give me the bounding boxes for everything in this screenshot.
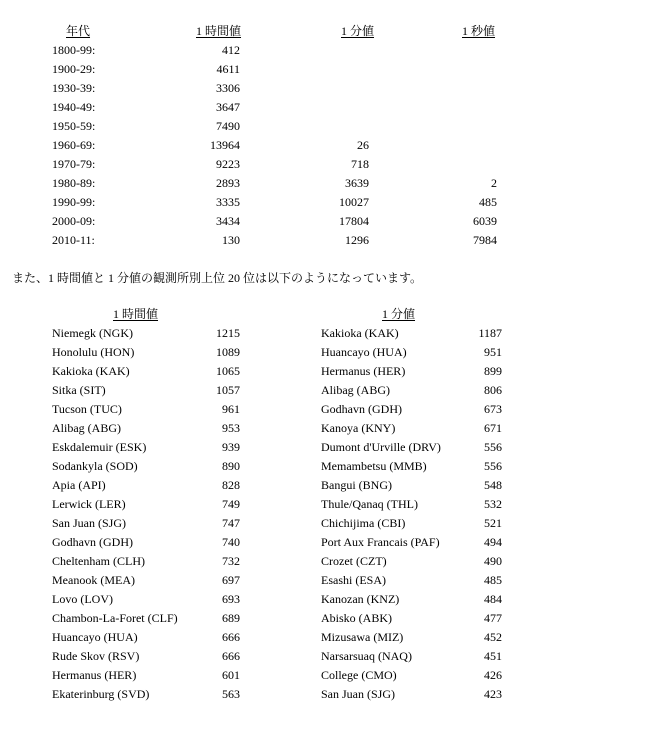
minute-station-count: 490 xyxy=(484,554,502,568)
minute-station-count: 556 xyxy=(484,459,502,473)
hour-station-count: 666 xyxy=(222,649,240,663)
minute-station-name: San Juan (SJG) xyxy=(321,687,395,701)
period-cell: 1940-49: xyxy=(52,100,96,114)
minute-station-name: Kanoya (KNY) xyxy=(321,421,396,435)
minute-count-cell: 17804 xyxy=(339,214,369,228)
hour-count-cell: 3306 xyxy=(216,81,240,95)
header-period: 年代 xyxy=(66,24,91,38)
intro-sentence: また、1 時間値と 1 分値の観測所別上位 20 位は以下のようになっています。 xyxy=(12,271,423,285)
hour-station-count: 1065 xyxy=(216,364,240,378)
minute-station-count: 556 xyxy=(484,440,502,454)
minute-station-name: Memambetsu (MMB) xyxy=(321,459,427,473)
hour-count-cell: 412 xyxy=(222,43,240,57)
hour-station-count: 1089 xyxy=(216,345,240,359)
period-cell: 2010-11: xyxy=(52,233,95,247)
minute-station-count: 521 xyxy=(484,516,502,530)
hour-station-name: Sitka (SIT) xyxy=(52,383,106,397)
minute-station-count: 477 xyxy=(484,611,502,625)
hour-station-name: San Juan (SJG) xyxy=(52,516,126,530)
hour-station-name: Huancayo (HUA) xyxy=(52,630,138,644)
minute-station-name: Godhavn (GDH) xyxy=(321,402,402,416)
hour-count-cell: 130 xyxy=(222,233,240,247)
hour-count-cell: 3647 xyxy=(216,100,240,114)
second-count-cell: 485 xyxy=(479,195,497,209)
hour-station-count: 563 xyxy=(222,687,240,701)
hour-station-name: Godhavn (GDH) xyxy=(52,535,133,549)
hour-station-count: 749 xyxy=(222,497,240,511)
minute-station-count: 673 xyxy=(484,402,502,416)
period-cell: 1960-69: xyxy=(52,138,96,152)
minute-station-name: Mizusawa (MIZ) xyxy=(321,630,404,644)
header-top-minute: 1 分値 xyxy=(382,307,416,321)
period-cell: 1970-79: xyxy=(52,157,96,171)
period-cell: 1950-59: xyxy=(52,119,96,133)
hour-station-count: 1215 xyxy=(216,326,240,340)
hour-station-name: Honolulu (HON) xyxy=(52,345,135,359)
hour-station-count: 747 xyxy=(222,516,240,530)
period-cell: 1800-99: xyxy=(52,43,96,57)
minute-station-name: Kakioka (KAK) xyxy=(321,326,399,340)
minute-station-name: Kanozan (KNZ) xyxy=(321,592,400,606)
minute-station-count: 451 xyxy=(484,649,502,663)
second-count-cell: 7984 xyxy=(473,233,497,247)
minute-station-name: Huancayo (HUA) xyxy=(321,345,407,359)
hour-station-count: 601 xyxy=(222,668,240,682)
hour-count-cell: 3434 xyxy=(216,214,240,228)
minute-count-cell: 1296 xyxy=(345,233,369,247)
minute-station-count: 484 xyxy=(484,592,502,606)
header-hour: 1 時間値 xyxy=(196,24,242,38)
hour-station-name: Meanook (MEA) xyxy=(52,573,135,587)
minute-station-name: College (CMO) xyxy=(321,668,397,682)
hour-station-name: Hermanus (HER) xyxy=(52,668,137,682)
hour-station-count: 828 xyxy=(222,478,240,492)
minute-station-name: Alibag (ABG) xyxy=(321,383,390,397)
hour-station-name: Apia (API) xyxy=(52,478,106,492)
minute-station-count: 452 xyxy=(484,630,502,644)
minute-station-count: 1187 xyxy=(478,326,502,340)
hour-station-name: Niemegk (NGK) xyxy=(52,326,133,340)
minute-station-count: 426 xyxy=(484,668,502,682)
hour-station-name: Sodankyla (SOD) xyxy=(52,459,138,473)
hour-station-name: Rude Skov (RSV) xyxy=(52,649,140,663)
hour-station-count: 732 xyxy=(222,554,240,568)
hour-count-cell: 13964 xyxy=(210,138,240,152)
period-cell: 1990-99: xyxy=(52,195,96,209)
minute-station-name: Bangui (BNG) xyxy=(321,478,392,492)
hour-station-count: 890 xyxy=(222,459,240,473)
hour-station-count: 693 xyxy=(222,592,240,606)
hour-station-name: Lovo (LOV) xyxy=(52,592,113,606)
minute-station-name: Chichijima (CBI) xyxy=(321,516,406,530)
minute-station-count: 671 xyxy=(484,421,502,435)
hour-station-name: Chambon-La-Foret (CLF) xyxy=(52,611,178,625)
header-top-hour: 1 時間値 xyxy=(113,307,159,321)
minute-station-name: Crozet (CZT) xyxy=(321,554,387,568)
header-second: 1 秒値 xyxy=(462,24,496,38)
hour-count-cell: 2893 xyxy=(216,176,240,190)
minute-station-count: 806 xyxy=(484,383,502,397)
hour-station-name: Kakioka (KAK) xyxy=(52,364,130,378)
period-cell: 2000-09: xyxy=(52,214,96,228)
header-minute: 1 分値 xyxy=(341,24,375,38)
minute-count-cell: 718 xyxy=(351,157,369,171)
second-count-cell: 2 xyxy=(491,176,497,190)
minute-station-name: Hermanus (HER) xyxy=(321,364,406,378)
hour-count-cell: 3335 xyxy=(216,195,240,209)
hour-station-count: 740 xyxy=(222,535,240,549)
hour-station-count: 961 xyxy=(222,402,240,416)
hour-station-name: Lerwick (LER) xyxy=(52,497,126,511)
hour-station-count: 697 xyxy=(222,573,240,587)
minute-station-count: 423 xyxy=(484,687,502,701)
minute-station-count: 548 xyxy=(484,478,502,492)
minute-station-name: Narsarsuaq (NAQ) xyxy=(321,649,412,663)
hour-station-count: 953 xyxy=(222,421,240,435)
hour-count-cell: 7490 xyxy=(216,119,240,133)
hour-station-count: 689 xyxy=(222,611,240,625)
hour-station-name: Alibag (ABG) xyxy=(52,421,121,435)
hour-station-name: Cheltenham (CLH) xyxy=(52,554,145,568)
minute-station-name: Port Aux Francais (PAF) xyxy=(321,535,440,549)
second-count-cell: 6039 xyxy=(473,214,497,228)
hour-station-count: 1057 xyxy=(216,383,240,397)
period-cell: 1930-39: xyxy=(52,81,96,95)
minute-station-count: 899 xyxy=(484,364,502,378)
minute-count-cell: 3639 xyxy=(345,176,369,190)
minute-count-cell: 26 xyxy=(357,138,369,152)
hour-station-count: 666 xyxy=(222,630,240,644)
hour-count-cell: 4611 xyxy=(216,62,240,76)
minute-station-count: 532 xyxy=(484,497,502,511)
minute-station-name: Thule/Qanaq (THL) xyxy=(321,497,418,511)
minute-station-name: Dumont d'Urville (DRV) xyxy=(321,440,441,454)
hour-station-name: Tucson (TUC) xyxy=(52,402,122,416)
minute-station-name: Esashi (ESA) xyxy=(321,573,386,587)
minute-station-count: 494 xyxy=(484,535,502,549)
hour-station-count: 939 xyxy=(222,440,240,454)
minute-station-name: Abisko (ABK) xyxy=(321,611,392,625)
period-cell: 1900-29: xyxy=(52,62,96,76)
minute-station-count: 485 xyxy=(484,573,502,587)
period-cell: 1980-89: xyxy=(52,176,96,190)
hour-count-cell: 9223 xyxy=(216,157,240,171)
minute-station-count: 951 xyxy=(484,345,502,359)
minute-count-cell: 10027 xyxy=(339,195,369,209)
hour-station-name: Eskdalemuir (ESK) xyxy=(52,440,147,454)
hour-station-name: Ekaterinburg (SVD) xyxy=(52,687,150,701)
